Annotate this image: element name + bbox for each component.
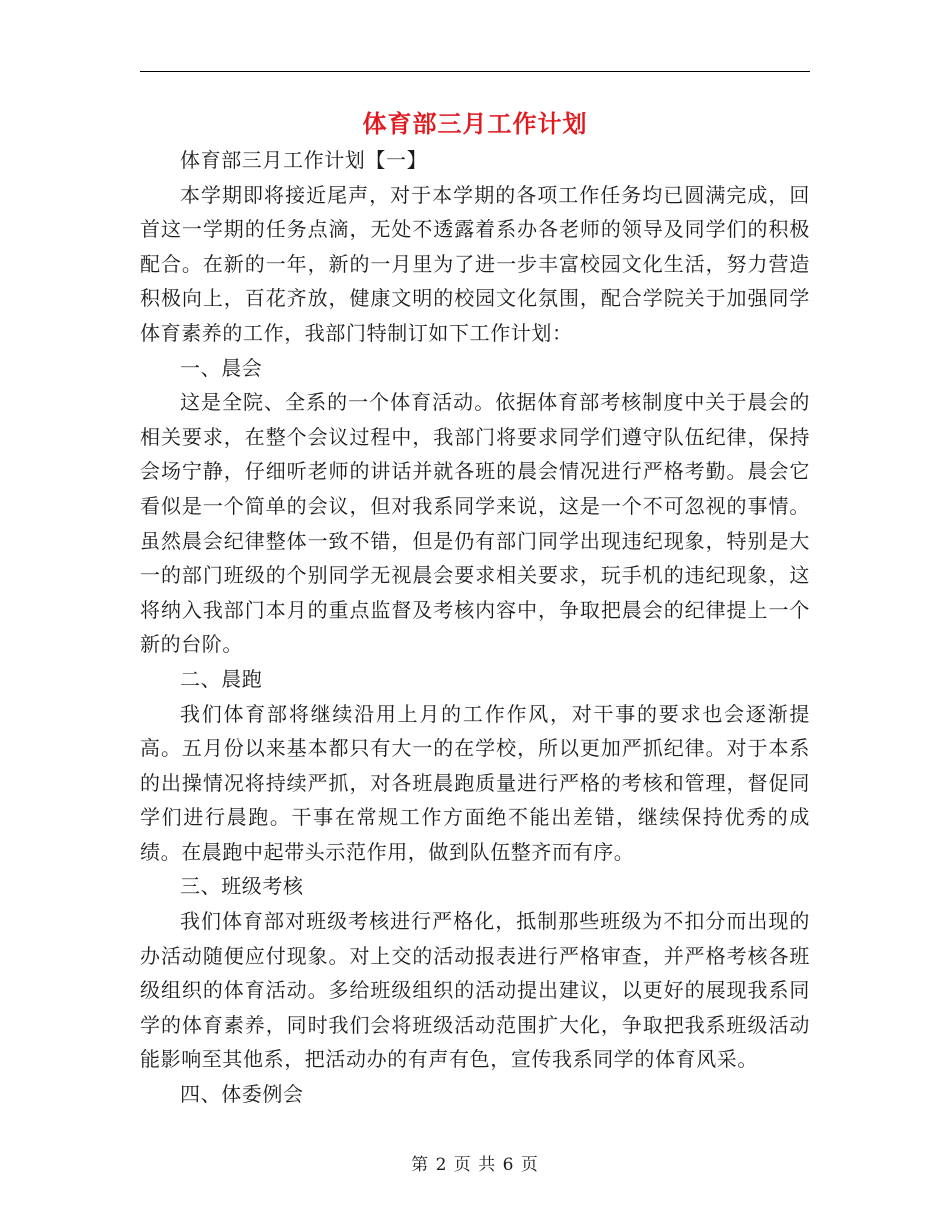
footer-suffix: 页 [520,1155,539,1175]
section-heading: 四、体委例会 [180,1082,304,1107]
section-heading: 一、晨会 [180,355,263,380]
section-heading: 二、晨跑 [180,666,263,691]
footer-prefix: 第 [411,1155,430,1175]
document-body [140,143,810,1112]
body-paragraph: 这是全院、全系的一个体育活动。依据体育部考核制度中关于晨会的相关要求，在整个会议过程中，我部门将要求同学们遵守队伍纪律，保持会场宁静，仔细听老师的讲话并就各班的晨会情况进行严格考勤。晨会它看似是一个简单的会议，但对我系同学来说，这是一个不可忽视的事情。虽然晨会纪律整体一致不错，但是仍有部门同学出现违纪现象，特别是大一的部门班级的个别同学无视晨会要求相关要求，玩手机的违纪现象，这将纳入我部门本月的重点监督及考核内容中，争取把晨会的纪律提上一个新的台阶。 [140,390,810,657]
footer-middle: 页 共 [453,1155,497,1175]
body-paragraph: 本学期即将接近尾声，对于本学期的各项工作任务均已圆满完成，回首这一学期的任务点滴，无处不透露着系办各老师的领导及同学们的积极配合。在新的一年，新的一月里为了进一步丰富校园文化生活，努力营造积极向上，百花齐放，健康文明的校园文化氛围，配合学院关于加强同学体育素养的工作，我部门特制订如下工作计划： [140,182,810,345]
page-footer [0,1153,950,1177]
document-title: 体育部三月工作计划 [362,109,588,138]
footer-page-number: 2 [435,1155,448,1175]
footer-total-pages: 6 [502,1155,515,1175]
section-heading: 三、班级考核 [180,874,304,899]
body-paragraph: 我们体育部将继续沿用上月的工作作风，对干事的要求也会逐渐提高。五月份以来基本都只有大一的在学校，所以更加严抓纪律。对于本系的出操情况将持续严抓，对各班晨跑质量进行严格的考核和管理，督促同学们进行晨跑。干事在常规工作方面绝不能出差错，继续保持优秀的成绩。在晨跑中起带头示范作用，做到队伍整齐而有序。 [140,701,810,864]
body-paragraph: 我们体育部对班级考核进行严格化，抵制那些班级为不扣分而出现的办活动随便应付现象。对上交的活动报表进行严格审查，并严格考核各班级组织的体育活动。多给班级组织的活动提出建议，以更好的展现我系同学的体育素养，同时我们会将班级活动范围扩大化，争取把我系班级活动能影响至其他系，把活动办的有声有色，宣传我系同学的体育风采。 [140,909,810,1072]
header-rule [140,71,810,72]
section-heading: 体育部三月工作计划【一】 [180,148,428,172]
